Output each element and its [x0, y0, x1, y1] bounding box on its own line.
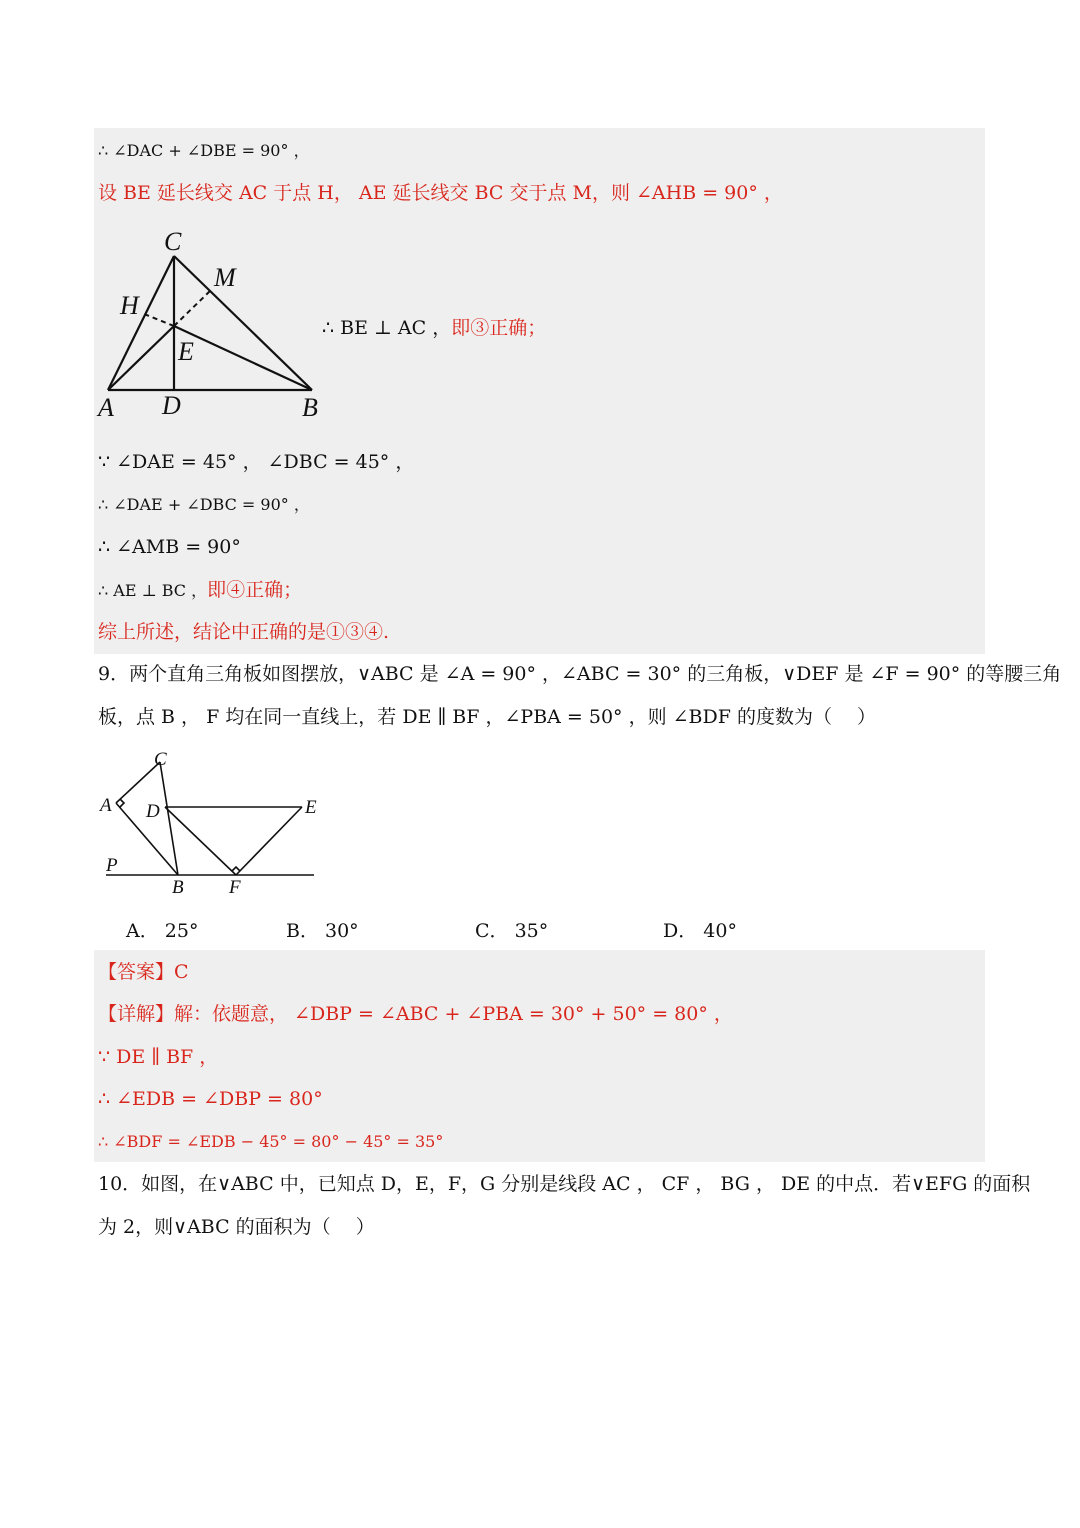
label-F: F: [229, 877, 241, 898]
solution-line: ∴ BE ⊥ AC ，即③正确；: [322, 317, 547, 339]
label-D: D: [162, 391, 181, 420]
triangle-figure-1: [94, 228, 334, 428]
segment-CB: [174, 256, 312, 390]
label-P: P: [106, 855, 118, 876]
question-9-line: 9．两个直角三角板如图摆放，∨ABC 是 ∠A = 90° ，∠ABC = 30° 的三角板，∨DEF 是 ∠F = 90° 的等腰三角: [98, 663, 1062, 685]
dashed-EH: [144, 314, 174, 326]
segment-EF: [236, 807, 302, 875]
answer-label: 【答案】C: [98, 961, 189, 983]
label-A: A: [100, 795, 112, 816]
label-B: B: [302, 393, 318, 422]
label-H: H: [120, 291, 139, 320]
segment-AE: [108, 326, 174, 390]
segment-BE: [174, 326, 312, 390]
label-B: B: [172, 877, 184, 898]
detail-line: ∴ ∠BDF = ∠EDB − 45° = 80° − 45° = 35°: [98, 1132, 444, 1151]
option-b: B． 30°: [286, 920, 359, 942]
label-A: A: [98, 393, 114, 422]
solution-line: ∵ ∠DAE = 45° ， ∠DBC = 45° ，: [98, 451, 415, 473]
label-M: M: [214, 263, 236, 292]
label-E: E: [305, 797, 317, 818]
question-9-line: 板，点 B ， F 均在同一直线上，若 DE ∥ BF ，∠PBA = 50° ，则 ∠BDF 的度数为（ ）: [98, 706, 877, 728]
label-C: C: [164, 228, 182, 256]
right-angle-A: [120, 799, 124, 807]
detail-line: ∴ ∠EDB = ∠DBP = 80°: [98, 1088, 323, 1110]
label-E: E: [178, 337, 194, 366]
question-10-line: 10．如图，在∨ABC 中，已知点 D，E，F，G 分别是线段 AC ， CF ， BG ， DE 的中点．若∨EFG 的面积: [98, 1173, 1031, 1195]
dashed-EM: [174, 291, 210, 326]
right-angle-F: [232, 867, 240, 871]
solution-line: 设 BE 延长线交 AC 于点 H， AE 延长线交 BC 交于点 M，则 ∠AHB = 90° ，: [98, 182, 783, 204]
solution-conclusion: 综上所述，结论中正确的是①③④.: [98, 621, 390, 643]
solution-line: ∴ ∠DAC + ∠DBE = 90° ，: [98, 141, 310, 160]
label-C: C: [154, 749, 167, 770]
option-d: D． 40°: [663, 920, 737, 942]
solution-line: ∴ AE ⊥ BC ，即④正确；: [98, 579, 303, 601]
triangle-figure-2: [94, 745, 334, 905]
option-c: C． 35°: [475, 920, 549, 942]
question-10-line: 为 2，则∨ABC 的面积为（ ）: [98, 1216, 375, 1238]
option-a: A． 25°: [126, 920, 199, 942]
detail-line: 【详解】解：依题意， ∠DBP = ∠ABC + ∠PBA = 30° + 50° = 80° ，: [98, 1003, 733, 1025]
label-D: D: [146, 801, 160, 822]
solution-line: ∴ ∠AMB = 90°: [98, 536, 241, 558]
solution-line: ∴ ∠DAE + ∠DBC = 90° ，: [98, 495, 310, 514]
detail-line: ∵ DE ∥ BF ，: [98, 1046, 219, 1068]
